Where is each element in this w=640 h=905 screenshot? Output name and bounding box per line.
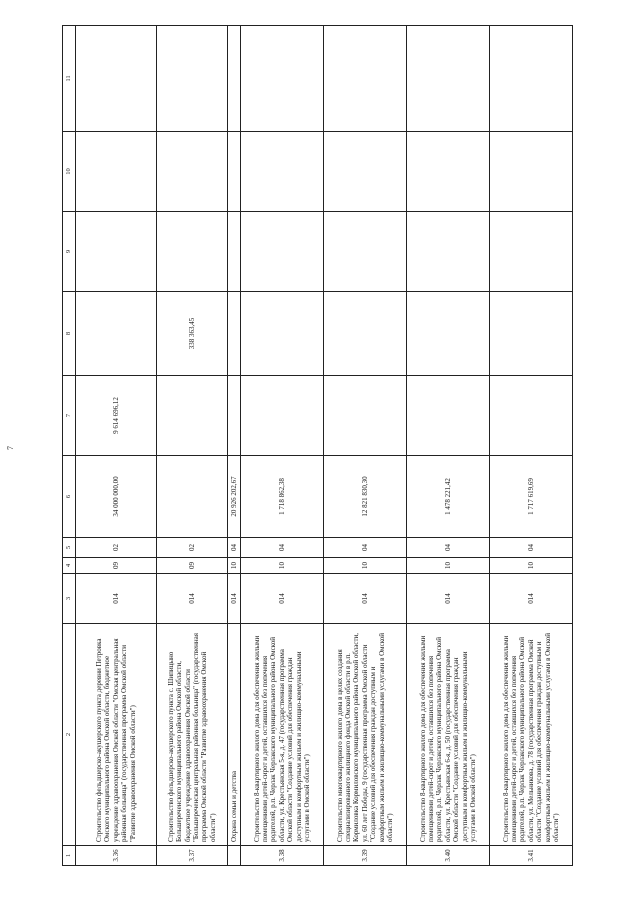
row-number: 3.37: [157, 846, 228, 866]
row-number: 3.40: [407, 846, 490, 866]
cell-9: [76, 212, 157, 292]
cell-4: 09: [76, 558, 157, 574]
cell-8: [241, 292, 324, 376]
cell-4: 10: [490, 558, 573, 574]
cell-11: [490, 26, 573, 132]
header-cell: 9: [63, 212, 76, 292]
cell-11: [324, 26, 407, 132]
cell-11: [228, 26, 241, 132]
cell-8: [324, 292, 407, 376]
cell-8: [76, 292, 157, 376]
cell-4: 10: [407, 558, 490, 574]
cell-5: 04: [241, 538, 324, 558]
cell-6: 1 717 619,69: [490, 456, 573, 538]
header-cell: 8: [63, 292, 76, 376]
table-row: [241, 26, 324, 866]
cell-6: 20 926 202,67: [228, 456, 241, 538]
cell-3: 014: [490, 574, 573, 624]
table-row: [157, 26, 228, 866]
cell-10: [241, 132, 324, 212]
row-name: Строительство 8-квартирного жилого дома для обеспечения жилыми помещениями детей-сирот и детей, оставшихся без попечения родителей, р.п. Черлак Черлакского муниципального района Омской области, ул. Крестьянская 6-я, д. 50 (государственная программа Омской области "Создание условий для обеспечения граждан доступным и комфортным жильем и жилищно-коммунальными услугами в Омской области"): [407, 624, 490, 846]
cell-10: [228, 132, 241, 212]
row-name: Строительство фельдшерско-акушерского пункта деревни Петровка Омского муниципального района Омской области, бюджетное учреждение здравоохранения Омской области "Омская центральная районная больница" (государственная программа Омской области "Развитие здравоохранения Омской области"): [76, 624, 157, 846]
header-cell: 2: [63, 624, 76, 846]
cell-3: 014: [407, 574, 490, 624]
cell-7: [157, 376, 228, 456]
cell-6: 12 821 830,30: [324, 456, 407, 538]
cell-10: [490, 132, 573, 212]
cell-10: [324, 132, 407, 212]
cell-5: 04: [407, 538, 490, 558]
header-cell: 10: [63, 132, 76, 212]
cell-5: 04: [228, 538, 241, 558]
cell-9: [407, 212, 490, 292]
cell-3: 014: [228, 574, 241, 624]
cell-5: 04: [324, 538, 407, 558]
cell-11: [76, 26, 157, 132]
cell-8: [490, 292, 573, 376]
cell-4: 10: [228, 558, 241, 574]
header-cell: 7: [63, 376, 76, 456]
cell-8: 338 363,45: [157, 292, 228, 376]
cell-7: 9 614 696,12: [76, 376, 157, 456]
cell-6: 1 718 862,38: [241, 456, 324, 538]
cell-5: 02: [76, 538, 157, 558]
header-row: [63, 26, 76, 866]
cell-11: [157, 26, 228, 132]
row-number: 3.39: [324, 846, 407, 866]
table-row: [228, 26, 241, 866]
cell-6: [157, 456, 228, 538]
header-cell: 5: [63, 538, 76, 558]
table-row: [76, 26, 157, 866]
row-number: 3.36: [76, 846, 157, 866]
cell-8: [228, 292, 241, 376]
cell-9: [228, 212, 241, 292]
cell-3: 014: [241, 574, 324, 624]
cell-7: [407, 376, 490, 456]
cell-7: [228, 376, 241, 456]
budget-table-sheet: [62, 46, 572, 866]
cell-5: 02: [157, 538, 228, 558]
cell-8: [407, 292, 490, 376]
header-cell: 11: [63, 26, 76, 132]
row-number: 3.41: [490, 846, 573, 866]
budget-table: [62, 25, 573, 866]
cell-11: [407, 26, 490, 132]
cell-4: 09: [157, 558, 228, 574]
cell-7: [324, 376, 407, 456]
row-name: Строительство 8-квартирного жилого дома для обеспечения жилыми помещениями детей-сирот и детей, оставшихся без попечения родителей, р.п. Черлак Черлакского муниципального района Омской области, ул. Мельникова, д. 78 (государственная программа Омской области "Создание условий для обеспечения граждан доступным и комфортным жильем и жилищно-коммунальными услугами в Омской области"): [490, 624, 573, 846]
page-number: 7: [6, 446, 15, 450]
cell-11: [241, 26, 324, 132]
cell-3: 014: [76, 574, 157, 624]
header-cell: 1: [63, 846, 76, 866]
cell-6: 34 000 000,00: [76, 456, 157, 538]
cell-10: [76, 132, 157, 212]
header-cell: 6: [63, 456, 76, 538]
header-cell: 4: [63, 558, 76, 574]
cell-4: 10: [241, 558, 324, 574]
cell-4: 10: [324, 558, 407, 574]
cell-7: [241, 376, 324, 456]
cell-6: 1 478 221,42: [407, 456, 490, 538]
row-name: Строительство фельдшерско-акушерского пункта с. Шипицыно Большереченского муниципального района Омской области, бюджетное учреждение здравоохранения Омской области "Большереченская центральная районная больница" (государственная программа Омской области "Развитие здравоохранения Омской области"): [157, 624, 228, 846]
row-name: Строительство многоквартирного жилого дома в целях создания специализированного жилищного фонда Омской области в р.п. Кормиловка Кормиловского муниципального района Омской области, ул. 60 лет Победы, 9 (государственная программа Омской области "Создание условий для обеспечения граждан доступным и комфортным жильем и жилищно-коммунальными услугами в Омской области"): [324, 624, 407, 846]
row-number: [228, 846, 241, 866]
cell-5: 04: [490, 538, 573, 558]
row-name: Строительство 8-квартирного жилого дома для обеспечения жилыми помещениями детей-сирот и детей, оставшихся без попечения родителей, р.п. Черлак Черлакского муниципального района Омской области, ул. Крестьянская 5-я, д. 47 (государственная программа Омской области "Создание условий для обеспечения граждан доступным и комфортным жильем и жилищно-коммунальными услугами в Омской области"): [241, 624, 324, 846]
cell-3: 014: [157, 574, 228, 624]
table-row: [324, 26, 407, 866]
cell-3: 014: [324, 574, 407, 624]
table-row: [490, 26, 573, 866]
cell-10: [157, 132, 228, 212]
table-row: [407, 26, 490, 866]
cell-9: [324, 212, 407, 292]
row-number: 3.38: [241, 846, 324, 866]
cell-7: [490, 376, 573, 456]
cell-10: [407, 132, 490, 212]
cell-9: [241, 212, 324, 292]
row-name: Охрана семьи и детства: [228, 624, 241, 846]
header-cell: 3: [63, 574, 76, 624]
cell-9: [490, 212, 573, 292]
cell-9: [157, 212, 228, 292]
